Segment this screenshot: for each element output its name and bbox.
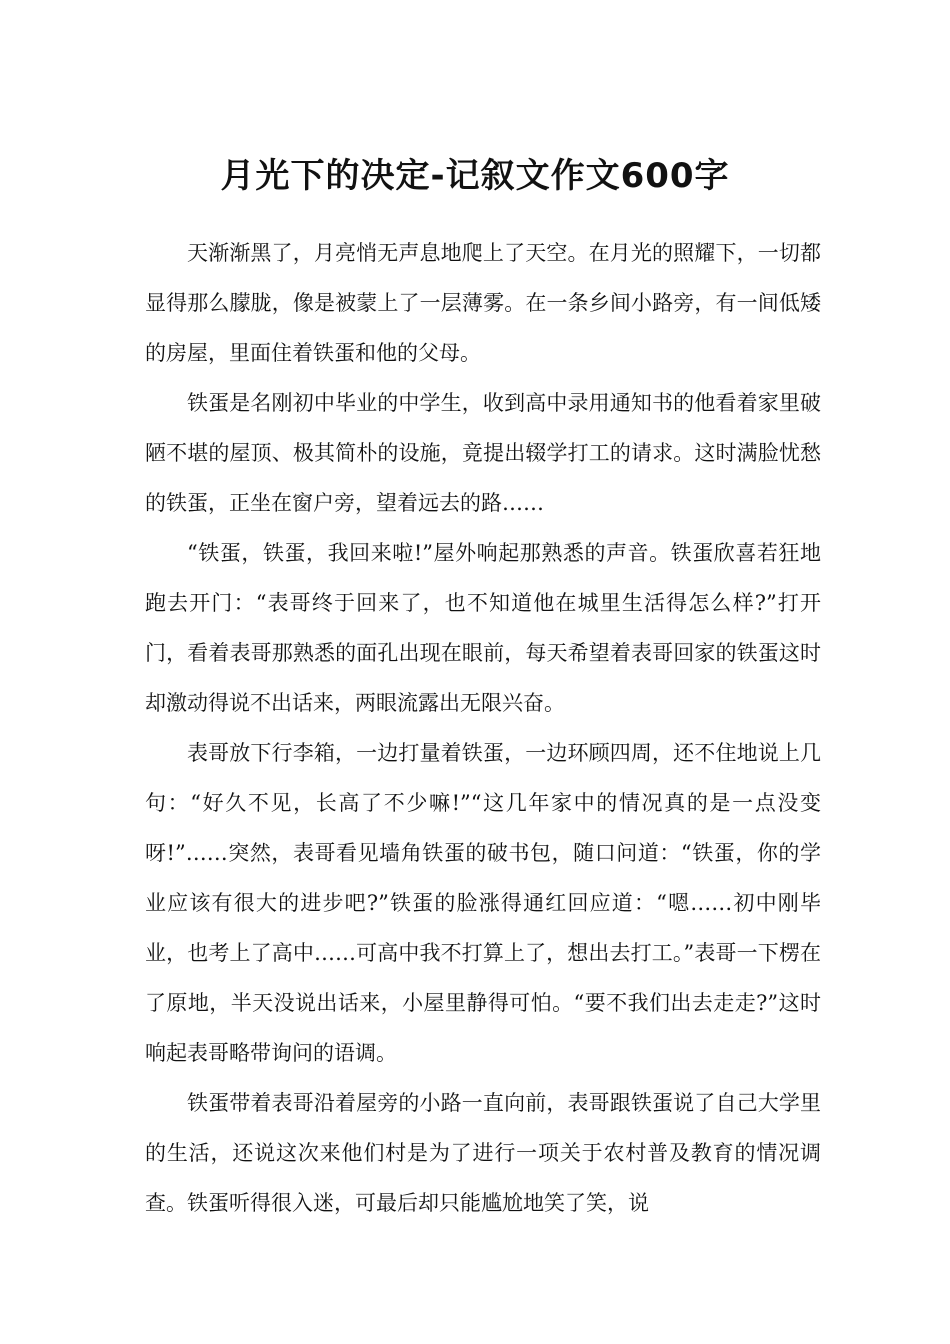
page-title: 月光下的决定-记叙文作文600字: [220, 155, 730, 196]
paragraph: 天渐渐黑了，月亮悄无声息地爬上了天空。在月光的照耀下，一切都显得那么朦胧，像是被蒙上了一层薄雾。在一条乡间小路旁，有一间低矮的房屋，里面住着铁蛋和他的父母。: [145, 241, 821, 365]
article-body: [145, 228, 821, 1228]
paragraph: 铁蛋带着表哥沿着屋旁的小路一直向前，表哥跟铁蛋说了自己大学里的生活，还说这次来他们村是为了进行一项关于农村普及教育的情况调查。铁蛋听得很入迷，可最后却只能尴尬地笑了笑，说: [145, 1091, 821, 1215]
paragraph: “铁蛋，铁蛋，我回来啦!”屋外响起那熟悉的声音。铁蛋欣喜若狂地跑去开门：“表哥终于回来了，也不知道他在城里生活得怎么样?”打开门，看着表哥那熟悉的面孔出现在眼前，每天希望着表哥回家的铁蛋这时却激动得说不出话来，两眼流露出无限兴奋。: [145, 541, 821, 715]
paragraph: 铁蛋是名刚初中毕业的中学生，收到高中录用通知书的他看着家里破陋不堪的屋顶、极其简朴的设施，竟提出辍学打工的请求。这时满脸忧愁的铁蛋，正坐在窗户旁，望着远去的路……: [145, 391, 821, 515]
paragraph: 表哥放下行李箱，一边打量着铁蛋，一边环顾四周，还不住地说上几句：“好久不见，长高了不少嘛!”“这几年家中的情况真的是一点没变呀!”……突然，表哥看见墙角铁蛋的破书包，随口问道：“铁蛋，你的学业应该有很大的进步吧?”铁蛋的脸涨得通红回应道：“嗯……初中刚毕业，也考上了高中……可高中我不打算上了，想出去打工。”表哥一下楞在了原地，半天没说出话来，小屋里静得可怕。“要不我们出去走走?”这时响起表哥略带询问的语调。: [145, 741, 821, 1065]
